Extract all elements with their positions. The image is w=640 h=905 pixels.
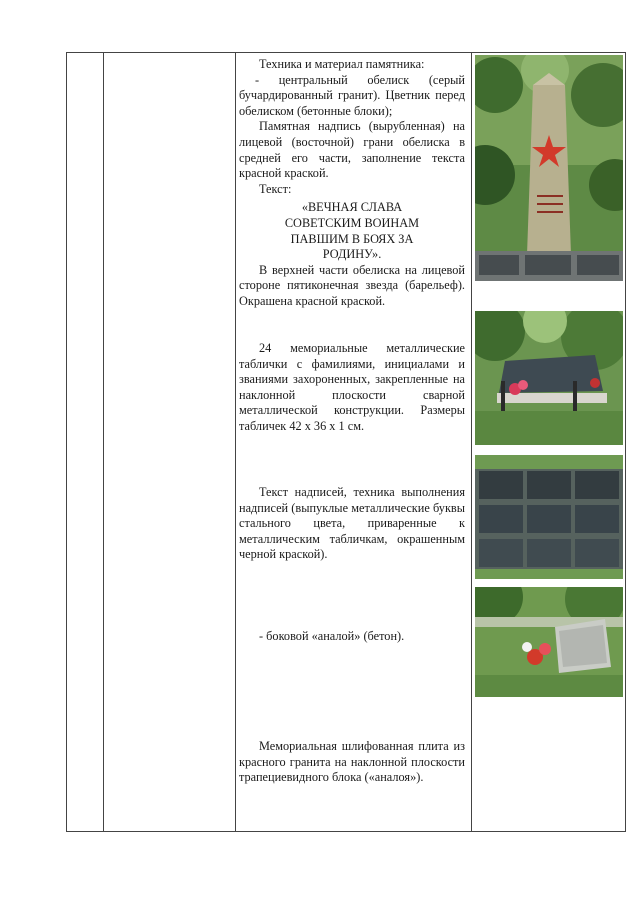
analoy-description: - боковой «аналой» (бетон). — [259, 629, 405, 643]
granite-slab-photo — [475, 587, 623, 697]
slab-description: Мемориальная шлифованная плита из красного гранита на наклонной плоскости трапециевидного блока («аналоя»). — [239, 739, 465, 785]
obelisk-photo — [475, 55, 623, 281]
plaques-closeup-photo — [475, 455, 623, 579]
memorial-description-table — [66, 52, 626, 832]
lettering-description: Текст надписей, техника выполнения надписей (выпуклые металлические буквы стального цвета, приваренные к металлическим табличкам, окрашенным черной краской). — [239, 485, 465, 562]
inscription-text — [239, 197, 465, 262]
column-divider-1 — [103, 53, 104, 831]
slab-cell — [239, 739, 465, 786]
material-description: - центральный обелиск (серый бучардированный гранит). Цветник перед обелиском (бетонные блоки); — [239, 72, 465, 118]
lettering-cell — [239, 485, 465, 563]
plaques-description: 24 мемориальные металлические таблички с фамилиями, инициалами и званиями захороненных, закрепленные на наклонной плоскости сварной металлической конструкции. Размеры табличек 42 х 36 х 1 см. — [239, 341, 465, 433]
plaques-cell — [239, 341, 465, 435]
text-label: Текст: — [259, 181, 292, 196]
material-heading: Техника и материал памятника: — [259, 57, 425, 71]
star-description: В верхней части обелиска на лицевой стороне пятиконечная звезда (барельеф). Окрашена красной краской. — [239, 262, 465, 308]
analoy-cell — [239, 629, 465, 645]
inscription-description: Памятная надпись (вырубленная) на лицевой (восточной) грани обелиска в средней его части, заполнение текста красной краской. — [239, 119, 465, 181]
description-cell — [239, 57, 465, 310]
column-divider-2 — [235, 53, 236, 831]
column-divider-3 — [471, 53, 472, 831]
inscription-line: «ВЕЧНАЯ СЛАВА — [301, 200, 403, 215]
inscription-line: СОВЕТСКИМ ВОИНАМ — [284, 215, 420, 230]
inscription-line: ПАВШИМ В БОЯХ ЗА — [290, 231, 414, 246]
plaques-structure-photo — [475, 311, 623, 445]
inscription-line: РОДИНУ». — [322, 247, 382, 262]
